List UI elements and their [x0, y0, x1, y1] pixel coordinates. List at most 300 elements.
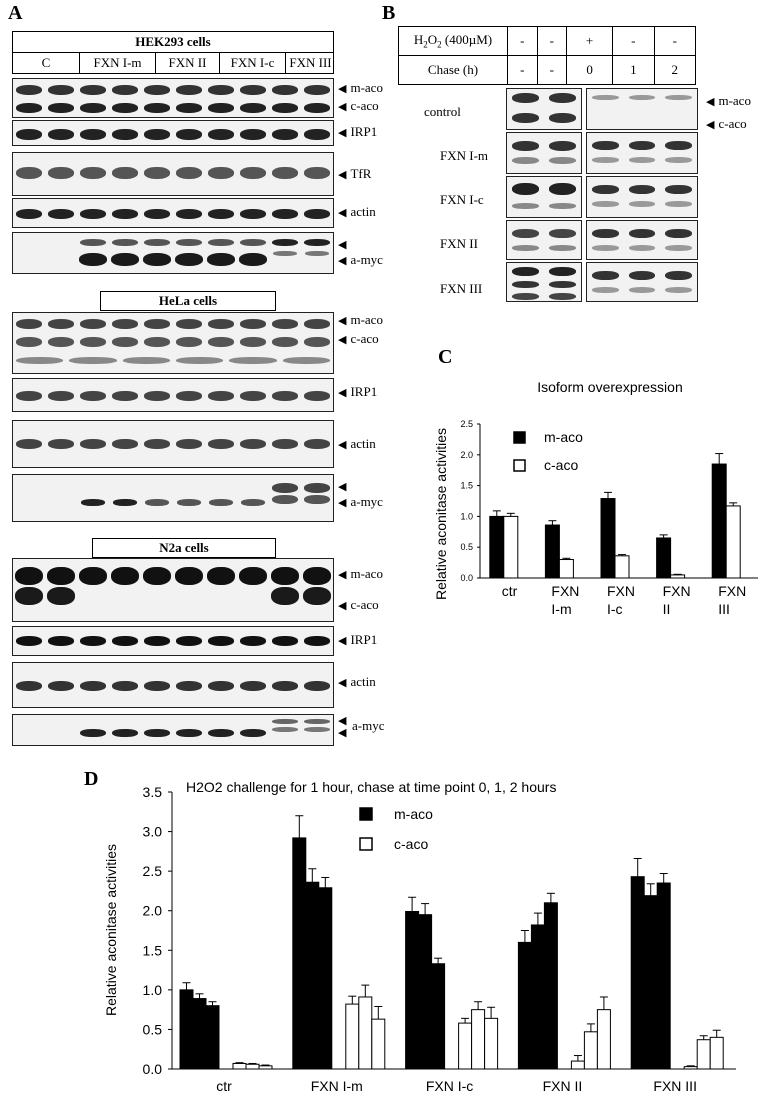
y-tick-label: 2.5 — [460, 419, 473, 429]
hela-label-m-aco-text: m-aco — [350, 312, 383, 327]
blot-band — [208, 681, 234, 691]
blot-band — [112, 729, 138, 737]
bar-c-aco — [233, 1063, 246, 1069]
blot-band — [80, 439, 106, 449]
blot-band — [549, 93, 576, 103]
blot-band — [665, 287, 692, 293]
h2o2-value: - — [508, 27, 538, 56]
blot-band — [240, 681, 266, 691]
blot-band — [592, 157, 619, 163]
bar-m-aco — [490, 516, 504, 578]
blot-band — [272, 495, 298, 504]
blot-band — [48, 391, 74, 401]
blot-band — [16, 319, 42, 329]
hela-blot-aconitase — [12, 312, 334, 374]
blot-band — [629, 271, 656, 280]
blot-band — [549, 229, 576, 238]
blot-band — [240, 209, 266, 219]
chase-value: 0 — [567, 56, 613, 85]
bar-m-aco — [319, 888, 332, 1069]
blot-band — [112, 636, 138, 646]
blot-band — [629, 245, 656, 251]
hek-label-c-aco: ◀ c-aco — [338, 98, 379, 113]
blot-band — [175, 253, 203, 266]
x-tick-label: II — [662, 601, 671, 617]
b-label-m-aco: ◀ m-aco — [706, 93, 751, 108]
b-blot-fxn-i-m-left — [506, 132, 582, 174]
bar-m-aco — [518, 942, 531, 1069]
blot-band — [112, 337, 138, 347]
blot-band — [208, 391, 234, 401]
blot-band — [240, 439, 266, 449]
y-tick-label: 0.5 — [460, 542, 473, 553]
blot-band — [80, 391, 106, 401]
b-blot-control-left — [506, 88, 582, 130]
blot-band — [240, 167, 266, 179]
blot-band — [629, 141, 656, 150]
blot-band — [113, 499, 137, 506]
blot-band — [144, 103, 170, 113]
lane-label-c: C — [41, 55, 51, 70]
bar-m-aco — [712, 464, 726, 578]
bar-m-aco — [544, 903, 557, 1069]
hela-label-actin-text: actin — [350, 436, 376, 451]
y-axis-label: Relative aconitase activities — [433, 428, 449, 600]
blot-band — [80, 239, 106, 246]
blot-band — [16, 209, 42, 219]
blot-band — [512, 113, 539, 123]
chase-value: 2 — [654, 56, 695, 85]
bar-c-aco — [615, 556, 629, 578]
blot-band — [549, 141, 576, 151]
blot-band — [144, 129, 170, 140]
blot-band — [549, 157, 576, 164]
y-tick-label: 3.5 — [142, 784, 162, 800]
x-tick-label: I-m — [551, 601, 572, 617]
blot-band — [176, 729, 202, 737]
blot-band — [592, 185, 619, 194]
blot-band — [47, 567, 75, 585]
blot-band — [176, 167, 202, 179]
y-tick-label: 1.5 — [142, 942, 162, 959]
legend-label-c-aco: c-aco — [394, 836, 429, 852]
blot-band — [208, 319, 234, 329]
blot-band — [208, 85, 234, 95]
blot-band — [208, 209, 234, 219]
blot-band — [229, 357, 276, 364]
hek-blot-irp1 — [12, 120, 334, 146]
blot-band — [47, 587, 75, 605]
y-tick-label: 1.5 — [460, 480, 473, 491]
b-blot-fxn-ii-left — [506, 220, 582, 260]
y-tick-label: 0.0 — [142, 1061, 162, 1077]
blot-band — [305, 251, 329, 256]
blot-band — [112, 319, 138, 329]
blot-band — [176, 209, 202, 219]
legend-label-m-aco: m-aco — [394, 806, 433, 822]
y-axis-label: Relative aconitase activities — [103, 844, 119, 1016]
hek293-title: HEK293 cells — [12, 31, 334, 53]
blot-band — [81, 499, 105, 506]
blot-band — [48, 85, 74, 95]
h2o2-label: $H_2O_2$ (400µM) — [399, 27, 508, 56]
x-tick-label: FXN — [607, 583, 635, 599]
n2a-label-a-myc: ◀ ◀ — [338, 715, 347, 739]
blot-band — [80, 729, 106, 737]
b-blot-fxn-ii-right — [586, 220, 698, 260]
blot-band — [512, 229, 539, 238]
blot-band — [272, 129, 298, 140]
blot-band — [16, 357, 63, 364]
bar-c-aco — [697, 1040, 710, 1069]
blot-band — [239, 253, 267, 266]
blot-band — [512, 203, 539, 209]
blot-band — [208, 439, 234, 449]
b-blot-fxn-iii-left — [506, 262, 582, 302]
blot-band — [512, 183, 539, 195]
blot-band — [48, 636, 74, 646]
blot-band — [665, 157, 692, 163]
panel-a-letter: A — [8, 2, 23, 24]
blot-band — [272, 439, 298, 449]
blot-band — [176, 391, 202, 401]
blot-band — [549, 267, 576, 276]
blot-band — [512, 141, 539, 151]
blot-band — [304, 439, 330, 449]
panel-d-chart — [96, 770, 756, 1102]
blot-band — [304, 727, 330, 732]
x-tick-label: FXN II — [542, 1078, 583, 1094]
blot-band — [549, 245, 576, 251]
b-row-fxn-i-c: FXN I-c — [440, 192, 484, 207]
blot-band — [176, 103, 202, 113]
blot-band — [176, 239, 202, 246]
blot-band — [273, 251, 297, 256]
y-tick-label: 0.0 — [460, 573, 473, 583]
b-label-m-aco-text: m-aco — [718, 93, 751, 108]
blot-band — [304, 319, 330, 329]
blot-band — [304, 391, 330, 401]
blot-band — [143, 567, 171, 585]
h2o2-row — [399, 27, 696, 56]
blot-band — [240, 729, 266, 737]
blot-band — [303, 567, 331, 585]
blot-band — [112, 85, 138, 95]
hek-label-tfr-text: TfR — [350, 166, 372, 181]
panel-d-letter: D — [84, 768, 99, 790]
blot-band — [272, 337, 298, 347]
blot-band — [304, 495, 330, 504]
blot-band — [15, 567, 43, 585]
blot-band — [665, 229, 692, 238]
blot-band — [176, 337, 202, 347]
bar-m-aco — [657, 883, 670, 1069]
blot-band — [239, 567, 267, 585]
blot-band — [80, 209, 106, 219]
hela-label-actin: ◀ actin — [338, 436, 376, 451]
hek-blot-myc — [12, 232, 334, 274]
x-tick-label: I-c — [607, 601, 623, 617]
x-tick-label: FXN — [718, 583, 747, 599]
blot-band — [80, 85, 106, 95]
hek-blot-tfr — [12, 152, 334, 196]
h2o2-value: + — [567, 27, 613, 56]
blot-band — [272, 319, 298, 329]
x-tick-label: FXN I-m — [310, 1078, 363, 1094]
blot-band — [303, 587, 331, 605]
hela-label-c-aco-text: c-aco — [350, 331, 379, 346]
y-tick-label: 1.0 — [142, 981, 162, 998]
blot-band — [304, 239, 330, 246]
hek-blot-actin — [12, 198, 334, 228]
blot-band — [16, 636, 42, 646]
blot-band — [176, 357, 223, 364]
blot-band — [272, 681, 298, 691]
blot-band — [177, 499, 201, 506]
blot-band — [15, 587, 43, 605]
blot-band — [144, 439, 170, 449]
blot-band — [304, 337, 330, 347]
bar-m-aco — [644, 896, 657, 1069]
blot-band — [592, 141, 619, 150]
x-tick-label: III — [718, 601, 730, 617]
hek-label-a-myc: ◀ ◀ a-myc — [338, 239, 383, 267]
blot-band — [283, 357, 330, 364]
bar-c-aco — [459, 1023, 472, 1069]
chase-label: Chase (h) — [399, 56, 508, 85]
n2a-label-irp1: ◀ IRP1 — [338, 632, 378, 647]
b-blot-fxn-iii-right — [586, 262, 698, 302]
bar-c-aco — [684, 1067, 697, 1069]
bar-m-aco — [531, 925, 544, 1069]
hela-label-a-myc: ◀ ◀ a-myc — [338, 481, 383, 509]
hek-label-a-myc-text: a-myc — [350, 252, 383, 267]
x-tick-label: FXN — [662, 583, 691, 599]
blot-band — [145, 499, 169, 506]
b-label-c-aco: ◀ c-aco — [706, 116, 747, 131]
legend-label-m-aco: m-aco — [544, 429, 583, 445]
b-blot-fxn-i-m-right — [586, 132, 698, 174]
blot-band — [207, 253, 235, 266]
blot-band — [272, 85, 298, 95]
n2a-label-m-aco: ◀ m-aco — [338, 566, 383, 581]
blot-band — [16, 103, 42, 113]
bar-c-aco — [597, 1010, 610, 1069]
blot-band — [665, 185, 692, 194]
blot-band — [304, 719, 330, 724]
panel-b-letter: B — [382, 2, 396, 24]
n2a-label-c-aco: ◀ c-aco — [338, 597, 379, 612]
blot-band — [272, 167, 298, 179]
lane-label-fxn-iii: FXN III — [285, 53, 335, 73]
blot-band — [208, 337, 234, 347]
panel-c-letter: C — [438, 346, 453, 368]
bar-m-aco — [406, 912, 419, 1069]
n2a-label-actin: ◀ actin — [338, 674, 376, 689]
blot-band — [144, 729, 170, 737]
b-row-control: control — [424, 104, 461, 119]
blot-band — [208, 239, 234, 246]
blot-band — [241, 499, 265, 506]
legend-label-c-aco: c-aco — [544, 457, 579, 473]
bar-c-aco — [485, 1018, 498, 1069]
hela-blot-irp1 — [12, 378, 334, 412]
bar-c-aco — [504, 516, 518, 578]
blot-band — [16, 129, 42, 140]
bar-m-aco — [306, 882, 319, 1069]
blot-band — [208, 167, 234, 179]
x-tick-label: FXN I-c — [425, 1078, 474, 1094]
hek-label-irp1-text: IRP1 — [350, 124, 378, 139]
bar-c-aco — [571, 1061, 584, 1069]
bar-c-aco — [726, 506, 740, 578]
blot-band — [240, 129, 266, 140]
blot-band — [272, 636, 298, 646]
blot-band — [304, 129, 330, 140]
x-tick-label: FXN III — [653, 1078, 697, 1094]
bar-m-aco — [601, 499, 615, 578]
bar-m-aco — [631, 877, 644, 1069]
bar-c-aco — [246, 1064, 259, 1069]
n2a-blot-irp1 — [12, 626, 334, 656]
bar-c-aco — [372, 1019, 385, 1069]
chase-value: - — [537, 56, 567, 85]
h2o2-value: - — [654, 27, 695, 56]
blot-band — [592, 287, 619, 293]
blot-band — [629, 201, 656, 207]
bar-c-aco — [584, 1032, 597, 1069]
n2a-label-actin-text: actin — [350, 674, 376, 689]
blot-band — [207, 567, 235, 585]
blot-band — [79, 567, 107, 585]
blot-band — [209, 499, 233, 506]
bar-c-aco — [472, 1010, 485, 1069]
blot-band — [176, 439, 202, 449]
blot-band — [144, 681, 170, 691]
h2o2-value: - — [613, 27, 654, 56]
hela-label-c-aco: ◀ c-aco — [338, 331, 379, 346]
b-blot-control-right — [586, 88, 698, 130]
hek-label-irp1: ◀ IRP1 — [338, 124, 378, 139]
blot-band — [549, 281, 576, 288]
y-tick-label: 3.0 — [142, 823, 162, 840]
blot-band — [208, 729, 234, 737]
hek-blot-aconitase — [12, 78, 334, 118]
blot-band — [48, 167, 74, 179]
blot-band — [629, 185, 656, 194]
blot-band — [240, 239, 266, 246]
y-tick-label: 1.0 — [460, 511, 473, 522]
blot-band — [629, 287, 656, 293]
blot-band — [665, 245, 692, 251]
blot-band — [512, 293, 539, 300]
blot-band — [80, 337, 106, 347]
chase-value: 1 — [613, 56, 654, 85]
blot-band — [208, 103, 234, 113]
blot-band — [144, 636, 170, 646]
blot-band — [111, 567, 139, 585]
bar-m-aco — [193, 999, 206, 1069]
lane-label-fxn-i-m: FXN I-m — [79, 53, 155, 73]
blot-band — [208, 129, 234, 140]
blot-band — [272, 209, 298, 219]
blot-band — [304, 85, 330, 95]
hela-label-irp1: ◀ IRP1 — [338, 384, 378, 399]
y-tick-label: 2.0 — [460, 449, 473, 460]
blot-band — [271, 567, 299, 585]
b-label-c-aco-text: c-aco — [718, 116, 747, 131]
blot-band — [80, 319, 106, 329]
hela-label-a-myc-text: a-myc — [350, 494, 383, 509]
blot-band — [48, 319, 74, 329]
blot-band — [592, 201, 619, 207]
blot-band — [144, 167, 170, 179]
blot-band — [144, 85, 170, 95]
n2a-blot-actin — [12, 662, 334, 708]
legend-swatch-m-aco — [360, 808, 372, 820]
blot-band — [16, 167, 42, 179]
blot-band — [512, 267, 539, 276]
blot-band — [80, 129, 106, 140]
bar-m-aco — [293, 838, 306, 1069]
blot-band — [240, 391, 266, 401]
bar-m-aco — [657, 538, 671, 578]
bar-m-aco — [432, 964, 445, 1069]
blot-band — [592, 229, 619, 238]
blot-band — [176, 636, 202, 646]
bar-c-aco — [710, 1037, 723, 1069]
n2a-label-irp1-text: IRP1 — [350, 632, 378, 647]
y-tick-label: 2.0 — [142, 902, 162, 919]
b-row-fxn-i-m: FXN I-m — [440, 148, 489, 163]
chase-row — [399, 56, 696, 85]
blot-band — [112, 209, 138, 219]
blot-band — [512, 93, 539, 103]
legend-swatch-m-aco — [514, 432, 525, 443]
blot-band — [176, 129, 202, 140]
blot-band — [48, 681, 74, 691]
blot-band — [143, 253, 171, 266]
hek-label-actin: ◀ actin — [338, 204, 376, 219]
h2o2-value: - — [537, 27, 567, 56]
blot-band — [111, 253, 139, 266]
b-row-fxn-ii: FXN II — [440, 236, 478, 251]
bar-m-aco — [206, 1006, 219, 1069]
blot-band — [549, 113, 576, 123]
blot-band — [304, 636, 330, 646]
blot-band — [272, 103, 298, 113]
blot-band — [272, 391, 298, 401]
blot-band — [80, 636, 106, 646]
b-blot-fxn-i-c-left — [506, 176, 582, 218]
hek-label-c-aco-text: c-aco — [350, 98, 379, 113]
hela-blot-actin — [12, 420, 334, 468]
y-tick-label: 2.5 — [142, 863, 162, 880]
blot-band — [123, 357, 170, 364]
blot-band — [665, 95, 692, 100]
blot-band — [512, 157, 539, 164]
blot-band — [240, 337, 266, 347]
legend-swatch-c-aco — [360, 838, 372, 850]
hela-label-m-aco: ◀ m-aco — [338, 312, 383, 327]
blot-band — [665, 271, 692, 280]
bar-c-aco — [671, 575, 685, 578]
blot-band — [69, 357, 116, 364]
blot-band — [79, 253, 107, 266]
blot-band — [592, 245, 619, 251]
n2a-blot-myc — [12, 714, 334, 746]
b-blot-fxn-i-c-right — [586, 176, 698, 218]
